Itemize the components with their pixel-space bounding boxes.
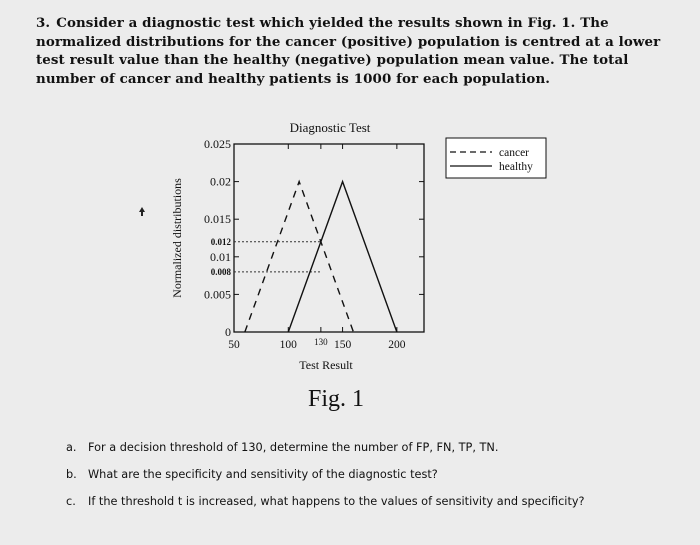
question-label: b.: [66, 468, 77, 481]
chart-title: Diagnostic Test: [289, 120, 371, 135]
question-list: [66, 441, 676, 522]
problem-number: 3.: [36, 15, 51, 31]
legend-cancer-label: cancer: [499, 147, 529, 159]
series-healthy-line: [288, 182, 397, 332]
y-axis-label: Normalized distributions: [170, 178, 184, 298]
question-text: If the threshold t is increased, what happens to the values of sensitivity and specificity?: [88, 495, 585, 508]
plot-frame: [234, 144, 424, 332]
legend-healthy-label: healthy: [499, 161, 533, 173]
x-axis-label: Test Result: [299, 358, 353, 372]
legend: [446, 138, 546, 178]
x-tick-label: 200: [388, 339, 406, 351]
x-tick-label: 130: [314, 337, 328, 347]
y-tick-label: 0.015: [204, 212, 231, 227]
question-text: For a decision threshold of 130, determine the number of FP, FN, TP, TN.: [88, 441, 499, 454]
y-tick-label: 0.01: [210, 249, 231, 264]
question-c: [66, 495, 676, 522]
question-text: What are the specificity and sensitivity of the diagnostic test?: [88, 468, 438, 481]
series-cancer-line: [245, 182, 354, 332]
decoration-arrow-icon: [139, 207, 145, 216]
question-b: [66, 468, 676, 495]
question-a: [66, 441, 676, 468]
question-label: a.: [66, 441, 77, 454]
y-tick-label: 0.005: [204, 287, 231, 302]
question-label: c.: [66, 495, 76, 508]
y-tick-label: 0.02: [210, 174, 231, 189]
annotation-label: 0.008: [210, 266, 231, 277]
annotation-label: 0.012: [210, 236, 231, 247]
x-tick-label: 50: [228, 339, 240, 351]
figure-caption: Fig. 1: [308, 386, 365, 412]
y-tick-label: 0: [225, 325, 231, 339]
x-tick-label: 100: [279, 339, 297, 351]
x-tick-label: 150: [333, 339, 352, 351]
problem-text: Consider a diagnostic test which yielded the results shown in Fig. 1. The normalized distributions for the cancer (positive) population is centred at a lower test result value than the healthy (negative) population mean value. The total number of cancer and healthy patients is 1000 for each population.: [36, 15, 661, 87]
y-tick-label: 0.025: [204, 137, 231, 151]
